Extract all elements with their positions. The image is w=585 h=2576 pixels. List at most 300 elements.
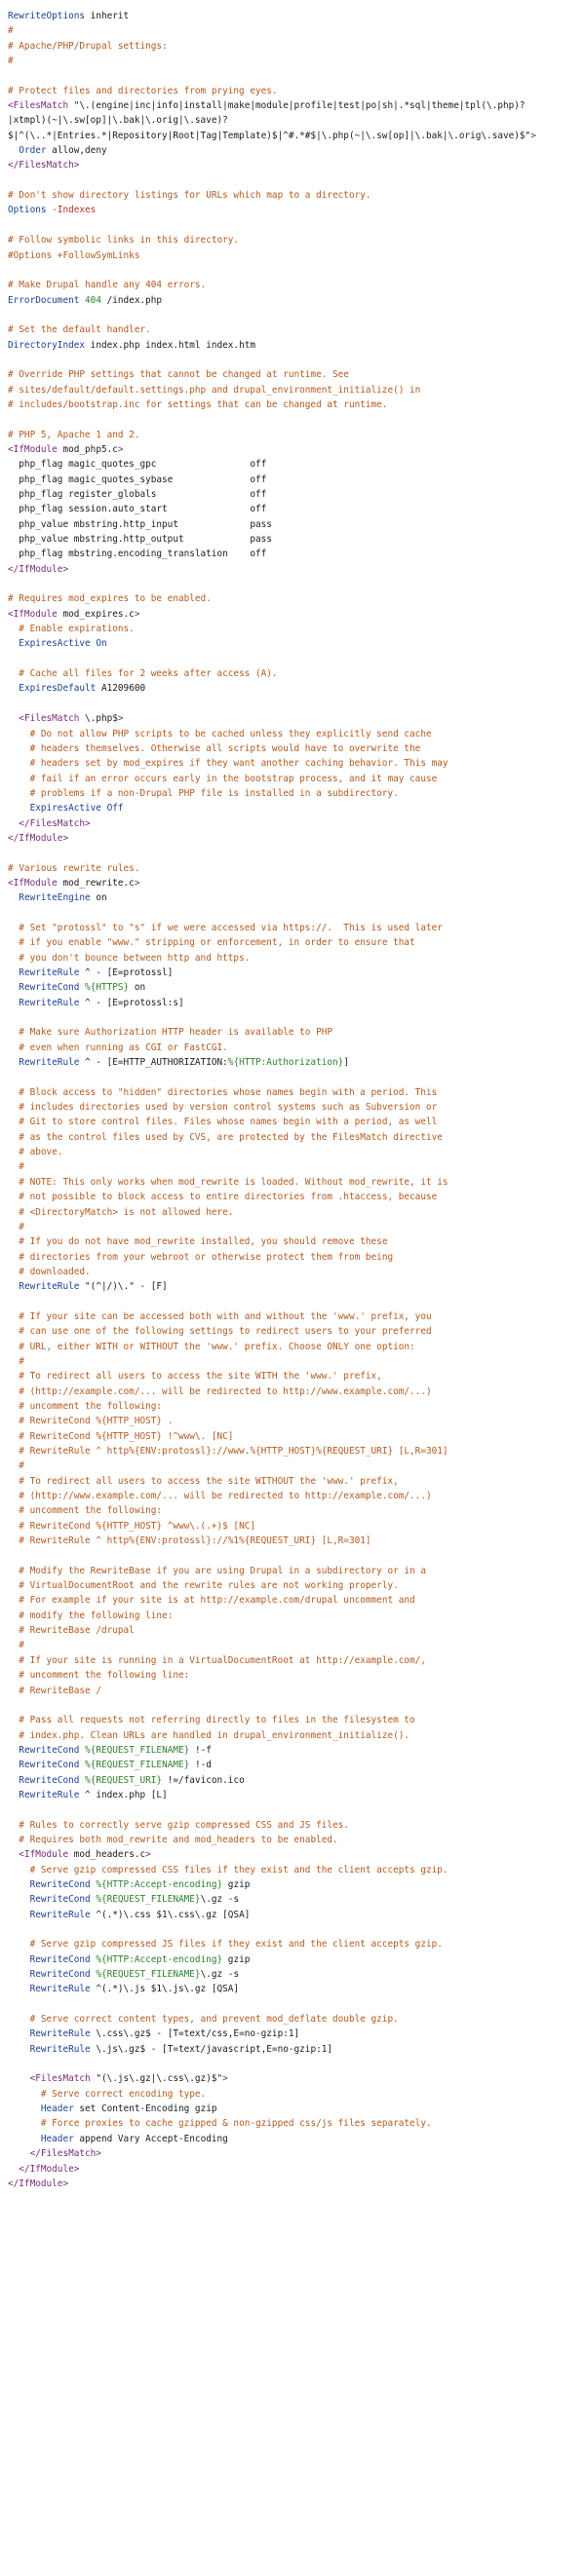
code-line <box>8 1175 585 1190</box>
code-line <box>8 996 585 1010</box>
plain-text <box>8 1042 19 1053</box>
comment: # fail if an error occurs early in the bootstrap process, and it may cause <box>29 773 438 784</box>
plain-text <box>8 1222 19 1232</box>
plain-text <box>8 2044 30 2055</box>
comment: # Don't show directory listings for URLs which map to a directory. <box>8 190 371 202</box>
special-token: -Indexes <box>52 205 97 216</box>
comment: # directories from your webroot or otherwise protect them from being <box>19 1251 394 1263</box>
code-line <box>8 1444 585 1458</box>
comment: # To redirect all users to access the site WITH the 'www.' prefix, <box>19 1371 382 1383</box>
directive: RewriteCond <box>29 1878 91 1890</box>
plain-text <box>8 1835 19 1845</box>
code-line <box>8 1982 585 1996</box>
code-line <box>8 473 585 487</box>
code-line <box>8 1578 585 1593</box>
code-line <box>8 1503 585 1518</box>
plain-text <box>8 1027 19 1038</box>
plain-text <box>8 1730 19 1741</box>
plain-text <box>8 1745 19 1756</box>
code-line <box>8 203 585 217</box>
code-line <box>8 2027 585 2041</box>
comment: # index.php. Clean URLs are handled in drupal_environment_initialize(). <box>19 1729 410 1741</box>
plain-text <box>8 1625 19 1636</box>
plain-text: allow,deny <box>46 145 107 157</box>
plain-text: php_flag register_globals off <box>8 489 267 500</box>
plain-text <box>8 683 19 694</box>
plain-text <box>8 624 19 634</box>
plain-text <box>8 1849 19 1860</box>
code-line <box>8 756 585 771</box>
code-line <box>8 1220 585 1234</box>
comment: # <box>19 1460 24 1472</box>
code-line <box>8 1788 585 1802</box>
code-line <box>8 547 585 561</box>
plain-text <box>8 1491 19 1501</box>
code-line <box>8 398 585 412</box>
comment: # Serve correct content types, and prevent mod_deflate double gzip. <box>29 2014 399 2026</box>
directive: RewriteRule <box>19 1281 80 1293</box>
comment: # Modify the RewriteBase if you are using Drupal in a subdirectory or in a <box>19 1565 426 1576</box>
comment: # if you enable "www." stripping or enforcement, in order to ensure that <box>19 937 415 949</box>
code-line <box>8 562 585 577</box>
section-tag: <IfModule <box>19 1849 69 1861</box>
directive: Header <box>40 2103 74 2115</box>
plain-text <box>8 1446 19 1457</box>
plain-text <box>8 1655 19 1666</box>
variable: %{REQUEST_URI} <box>85 1774 163 1786</box>
plain-text <box>8 1939 30 1950</box>
variable: %{HTTPS} <box>85 982 130 994</box>
comment: # RewriteCond %{HTTP_HOST} !^www\. [NC] <box>19 1430 234 1442</box>
code-line <box>8 1429 585 1444</box>
comment: #Options +FollowSymLinks <box>8 249 140 261</box>
comment: # Protect files and directories from prying eyes. <box>8 85 278 96</box>
comment: # Enable expirations. <box>19 624 135 635</box>
comment: # <box>8 56 14 67</box>
section-tag: </IfModule> <box>8 832 69 844</box>
comment: # <box>19 1355 24 1367</box>
plain-text: ^ - [E=protossl] <box>79 967 174 978</box>
code-line <box>8 1892 585 1907</box>
plain-text <box>8 1595 19 1606</box>
code-line <box>8 890 585 905</box>
code-line <box>8 786 585 801</box>
section-tag: <IfModule <box>8 443 58 455</box>
plain-text <box>8 1386 19 1397</box>
plain-text: \.gz -s <box>200 1894 240 1906</box>
plain-text <box>8 1281 19 1292</box>
comment: # URL, either WITH or WITHOUT the 'www.' prefix. Choose ONLY one option: <box>19 1341 415 1352</box>
section-tag: </IfModule> <box>19 2163 80 2175</box>
variable: %{HTTP:Accept-encoding} <box>96 1878 223 1890</box>
plain-text <box>8 2089 41 2100</box>
comment: # not possible to block access to entire directories from .htaccess, because <box>19 1192 438 1203</box>
comment: # To redirect all users to access the site WITHOUT the 'www.' prefix, <box>19 1475 399 1487</box>
directive: RewriteCond <box>19 982 80 994</box>
plain-text: \.gz -s <box>200 1969 240 1981</box>
plain-text: gzip <box>222 1953 251 1965</box>
code-line <box>8 636 585 651</box>
code-line <box>8 816 585 831</box>
plain-text <box>8 1820 19 1831</box>
comment: # Pass all requests not referring directly to files in the filesystem to <box>19 1715 415 1726</box>
plain-text <box>8 1311 19 1322</box>
comment: # Do not allow PHP scripts to be cached unless they explicitly send cache <box>29 728 432 739</box>
directive: Header <box>40 2133 74 2144</box>
code-line <box>8 1728 585 1743</box>
code-line <box>8 681 585 696</box>
directive: RewriteRule <box>29 2043 91 2055</box>
plain-text <box>8 1865 30 1875</box>
code-line <box>8 1414 585 1428</box>
plain-text: "\.(engine|inc|info|install|make|module|profile|test|po|sh|.*sql|theme|tpl(\.php)? <box>68 100 526 112</box>
code-line <box>8 1638 585 1652</box>
plain-text <box>8 1894 30 1905</box>
plain-text <box>8 2118 41 2129</box>
plain-text: mod_expires.c <box>57 608 135 620</box>
code-line <box>8 666 585 681</box>
section-tag: > <box>530 130 536 141</box>
plain-text <box>8 803 30 814</box>
comment: # <box>19 1161 24 1173</box>
directive: RewriteEngine <box>19 892 91 904</box>
comment: # problems if a non-Drupal PHP file is installed in a subdirectory. <box>29 787 399 799</box>
code-line <box>8 1698 585 1713</box>
directive: RewriteRule <box>29 1909 91 1920</box>
code-line <box>8 1309 585 1324</box>
plain-text: \.js\.gz$ - [T=text/javascript,E=no-gzip:1] <box>90 2043 333 2055</box>
comment: # you don't bounce between http and https. <box>19 952 251 964</box>
plain-text <box>8 145 19 156</box>
code-line <box>8 1070 585 1084</box>
plain-text <box>8 1521 19 1532</box>
plain-text <box>8 743 30 754</box>
code-line <box>8 1041 585 1055</box>
variable: %{REQUEST_FILENAME} <box>85 1760 190 1771</box>
code-line <box>8 1564 585 1578</box>
plain-text <box>8 1252 19 1263</box>
code-line <box>8 1458 585 1473</box>
code-line <box>8 1145 585 1159</box>
plain-text <box>8 1984 30 1994</box>
plain-text: set Content-Encoding gzip <box>73 2103 217 2115</box>
comment: # headers themselves. Otherwise all scripts would have to overwrite the <box>29 742 421 754</box>
comment: # Serve gzip compressed JS files if they exist and the client accepts gzip. <box>29 1939 443 1951</box>
directive: RewriteOptions <box>8 11 86 21</box>
comment: # PHP 5, Apache 1 and 2. <box>8 429 140 440</box>
plain-text <box>8 2164 19 2175</box>
plain-text <box>8 1236 19 1247</box>
comment: # Requires both mod_rewrite and mod_headers to be enabled. <box>19 1834 338 1845</box>
plain-text <box>8 1954 30 1965</box>
code-line <box>8 1609 585 1623</box>
section-tag: <FilesMatch <box>19 713 80 725</box>
plain-text <box>8 1057 19 1068</box>
plain-text <box>8 1610 19 1621</box>
code-line <box>8 1250 585 1265</box>
code-line <box>8 1085 585 1100</box>
code-line <box>8 1384 585 1399</box>
directive: Order <box>19 145 47 157</box>
code-line <box>8 1773 585 1788</box>
directive: ExpiresDefault <box>19 683 97 695</box>
plain-text: php_value mbstring.http_input pass <box>8 518 272 530</box>
directive: Options <box>8 205 47 216</box>
plain-text <box>8 2073 30 2084</box>
code-line <box>8 741 585 756</box>
plain-text: ] <box>343 1057 349 1069</box>
code-line <box>8 951 585 966</box>
code-line <box>8 906 585 921</box>
plain-text <box>8 1207 19 1218</box>
plain-text <box>8 1580 19 1591</box>
plain-text <box>8 1326 19 1337</box>
plain-text: |xtmpl)(~|\.sw[op]|\.bak|\.orig|\.save)? <box>8 115 228 127</box>
comment: # sites/default/default.settings.php and drupal_environment_initialize() in <box>8 384 421 396</box>
code-line <box>8 1489 585 1503</box>
section-tag: > <box>117 443 124 455</box>
code-line <box>8 935 585 950</box>
code-line <box>8 532 585 547</box>
comment: # (http://www.example.com/... will be redirected to http://example.com/...) <box>19 1491 432 1502</box>
plain-text <box>8 1910 30 1920</box>
code-line <box>8 1593 585 1608</box>
plain-text <box>8 729 30 739</box>
plain-text <box>8 1117 19 1127</box>
comment: # <box>19 1221 24 1232</box>
code-line <box>8 2116 585 2131</box>
code-line <box>8 1922 585 1937</box>
code-line <box>8 1295 585 1309</box>
comment: # includes directories used by version control systems such as Subversion or <box>19 1102 438 1114</box>
directive: ExpiresActive <box>29 803 101 814</box>
comment: # even when running as CGI or FastCGI. <box>19 1042 228 1053</box>
code-line <box>8 23 585 38</box>
comment: # can use one of the following settings to redirect users to your preferred <box>19 1326 432 1338</box>
comment: # Set the default handler. <box>8 324 151 336</box>
directive: RewriteCond <box>19 1744 80 1756</box>
plain-text <box>8 1431 19 1442</box>
code-line <box>8 1190 585 1204</box>
section-tag: </FilesMatch> <box>29 2148 101 2160</box>
plain-text <box>8 1505 19 1516</box>
code-line <box>8 2042 585 2057</box>
code-line <box>8 1997 585 2012</box>
code-line <box>8 1115 585 1129</box>
plain-text <box>8 937 19 948</box>
comment: # Git to store control files. Files whose names begin with a period, as well <box>19 1117 438 1128</box>
plain-text <box>8 1087 19 1098</box>
section-tag: </IfModule> <box>8 2178 69 2189</box>
plain-text <box>8 1460 19 1471</box>
code-line <box>8 2087 585 2102</box>
directive: RewriteRule <box>19 1057 80 1069</box>
comment: # Apache/PHP/Drupal settings: <box>8 40 168 52</box>
code-line <box>8 652 585 666</box>
plain-text: /index.php <box>100 294 163 306</box>
code-line <box>8 1818 585 1833</box>
code-line <box>8 1324 585 1339</box>
code-line <box>8 248 585 263</box>
comment: # <DirectoryMatch> is not allowed here. <box>19 1206 234 1218</box>
code-line <box>8 697 585 711</box>
code-line <box>8 966 585 980</box>
plain-text <box>8 774 30 784</box>
plain-text <box>8 668 19 679</box>
code-line <box>8 54 585 68</box>
code-line <box>8 1519 585 1534</box>
code-line <box>8 412 585 427</box>
code-line <box>8 1653 585 1668</box>
code-line <box>8 1159 585 1174</box>
code-line <box>8 1758 585 1772</box>
directive: RewriteCond <box>29 1894 91 1906</box>
plain-text <box>8 1177 19 1188</box>
code-line <box>8 293 585 308</box>
code-line <box>8 2132 585 2146</box>
directive: RewriteRule <box>19 1789 80 1800</box>
code-line <box>8 772 585 786</box>
code-line <box>8 1354 585 1369</box>
plain-text: php_flag session.auto_start off <box>8 504 267 515</box>
comment: # headers set by mod_expires if they want another caching behavior. This may <box>29 758 448 770</box>
code-line <box>8 1205 585 1220</box>
comment: # If your site is running in a VirtualDocumentRoot at http://example.com/, <box>19 1654 426 1666</box>
comment: # Cache all files for 2 weeks after access (A). <box>19 668 278 680</box>
plain-text <box>8 1879 30 1890</box>
code-line <box>8 502 585 516</box>
code-line <box>8 2071 585 2086</box>
code-line <box>8 2012 585 2027</box>
plain-text <box>8 1192 19 1202</box>
code-line <box>8 1025 585 1040</box>
comment: # as the control files used by CVS, are protected by the FilesMatch directive <box>19 1131 443 1143</box>
directive: RewriteRule <box>19 967 80 978</box>
code-line <box>8 322 585 337</box>
plain-text <box>8 758 30 769</box>
comment: # uncomment the following: <box>19 1505 163 1517</box>
code-line <box>8 1474 585 1489</box>
code-line <box>8 68 585 83</box>
code-line <box>8 861 585 876</box>
code-line <box>8 1802 585 1817</box>
plain-text <box>8 1416 19 1426</box>
variable: %{REQUEST_FILENAME} <box>96 1969 201 1981</box>
comment: # Serve gzip compressed CSS files if they exist and the client accepts gzip. <box>29 1864 448 1875</box>
plain-text <box>8 1715 19 1725</box>
plain-text: php_flag magic_quotes_gpc off <box>8 459 267 471</box>
section-tag: > <box>145 1849 151 1861</box>
code-line <box>8 1265 585 1279</box>
directive: ExpiresActive <box>19 638 91 650</box>
code-line <box>8 1668 585 1683</box>
comment: # Rules to correctly serve gzip compressed CSS and JS files. <box>19 1819 349 1831</box>
plain-text <box>8 1342 19 1352</box>
code-line <box>8 1713 585 1727</box>
code-line <box>8 2177 585 2191</box>
plain-text <box>8 1401 19 1412</box>
variable: %{HTTP:Authorization} <box>227 1057 344 1069</box>
plain-text: ^ - [E=protossl:s] <box>79 997 184 1008</box>
section-tag: </FilesMatch> <box>8 160 80 171</box>
directive: RewriteCond <box>19 1760 80 1771</box>
plain-text <box>8 998 19 1008</box>
plain-text: !=/favicon.ico <box>162 1774 245 1786</box>
code-line <box>8 801 585 815</box>
comment: # RewriteCond %{HTTP_HOST} ^www\.(.+)$ [NC] <box>19 1520 255 1532</box>
code-line <box>8 1743 585 1758</box>
plain-text <box>8 892 19 903</box>
directive: RewriteRule <box>29 1984 91 1995</box>
plain-text: gzip <box>222 1878 251 1890</box>
plain-text <box>8 1760 19 1770</box>
code-line <box>8 487 585 502</box>
plain-text: mod_rewrite.c <box>57 877 135 889</box>
code-line <box>8 921 585 935</box>
code-line <box>8 9 585 23</box>
comment: # includes/bootstrap.inc for settings that can be changed at runtime. <box>8 398 388 410</box>
section-tag: <FilesMatch <box>8 100 69 112</box>
plain-text <box>8 1161 19 1172</box>
code-line <box>8 876 585 890</box>
code-line <box>8 113 585 128</box>
section-tag: </IfModule> <box>8 563 69 575</box>
code-line <box>8 1534 585 1548</box>
code-line <box>8 367 585 382</box>
code-line <box>8 711 585 726</box>
code-line <box>8 308 585 322</box>
comment: # modify the following line: <box>19 1610 174 1621</box>
plain-text: php_value mbstring.http_output pass <box>8 534 272 546</box>
plain-text <box>8 1356 19 1367</box>
plain-text <box>8 2148 30 2159</box>
code-line <box>8 278 585 292</box>
code-line <box>8 338 585 353</box>
directive: DirectoryIndex <box>8 339 86 351</box>
plain-text: "(\.js\.gz|\.css\.gz)$" <box>90 2073 223 2085</box>
comment: # downloaded. <box>19 1266 91 1277</box>
plain-text <box>8 1132 19 1143</box>
directive: Off <box>106 803 124 814</box>
plain-text: php_flag magic_quotes_sybase off <box>8 474 267 485</box>
comment: # RewriteRule ^ http%{ENV:protossl}://www.%{HTTP_HOST}%{REQUEST_URI} [L,R=301] <box>19 1446 448 1457</box>
code-line <box>8 353 585 367</box>
code-line <box>8 233 585 247</box>
directive: RewriteCond <box>29 1953 91 1965</box>
plain-text <box>8 923 19 933</box>
code-line <box>8 84 585 98</box>
comment: # NOTE: This only works when mod_rewrite is loaded. Without mod_rewrite, it is <box>19 1176 448 1188</box>
comment: # RewriteRule ^ http%{ENV:protossl}://%1%{REQUEST_URI} [L,R=301] <box>19 1535 371 1547</box>
comment: # VirtualDocumentRoot and the rewrite rules are not working properly. <box>19 1580 399 1592</box>
code-line <box>8 2102 585 2116</box>
code-line <box>8 846 585 860</box>
plain-text <box>8 1147 19 1157</box>
directive: On <box>96 638 107 650</box>
code-line <box>8 517 585 532</box>
plain-text <box>8 953 19 964</box>
plain-text <box>8 713 19 724</box>
variable: %{REQUEST_FILENAME} <box>85 1744 190 1756</box>
plain-text: append Vary Accept-Encoding <box>73 2133 228 2144</box>
code-line <box>8 143 585 158</box>
section-tag: </FilesMatch> <box>19 817 91 829</box>
plain-text: $|^(\..*|Entries.*|Repository|Root|Tag|Template)$|^#.*#$|\.php(~|\.sw[op]|\.bak|\.orig\.save)$" <box>8 130 531 141</box>
plain-text: on <box>129 982 146 994</box>
code-line <box>8 1130 585 1145</box>
plain-text: ^ - [E=HTTP_AUTHORIZATION: <box>79 1057 228 1069</box>
plain-text: php_flag mbstring.encoding_translation off <box>8 549 267 560</box>
